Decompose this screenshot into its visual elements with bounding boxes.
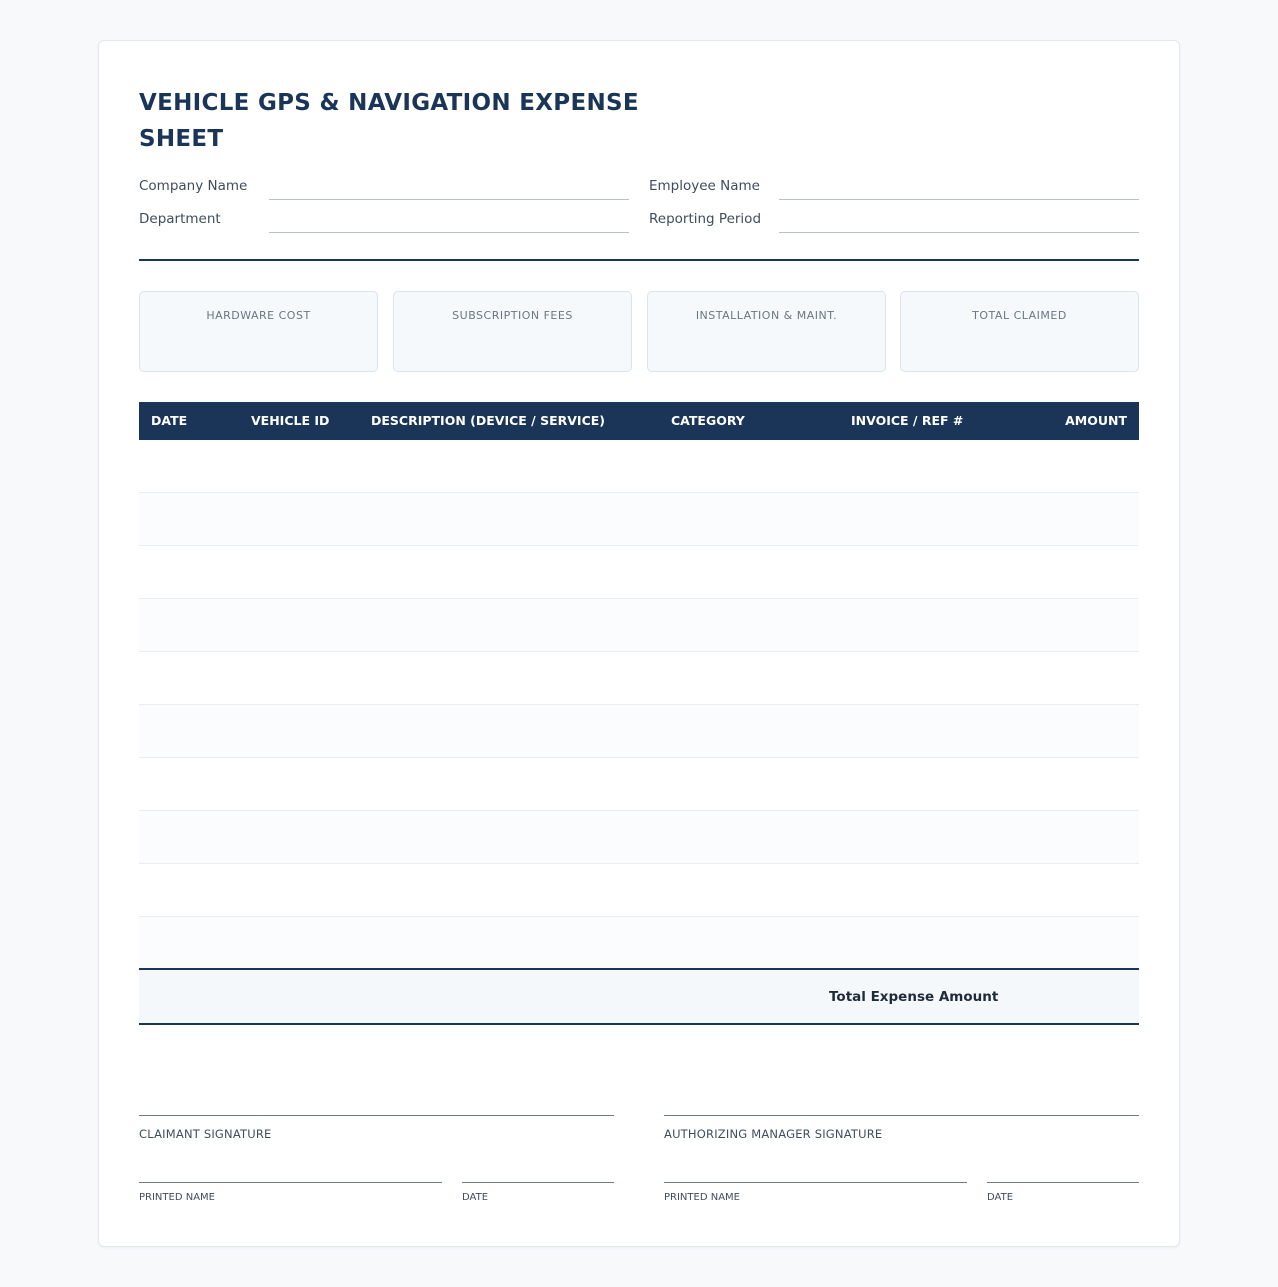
header-divider <box>139 259 1139 261</box>
reporting-period-label: Reporting Period <box>649 211 762 227</box>
department-label: Department <box>139 211 221 227</box>
table-row <box>139 493 1139 546</box>
company-name-field[interactable] <box>139 174 629 200</box>
column-header-description: DESCRIPTION (DEVICE / SERVICE) <box>371 413 605 428</box>
summary-card-label: SUBSCRIPTION FEES <box>452 309 573 322</box>
table-row <box>139 758 1139 811</box>
field-row-1 <box>139 174 1139 200</box>
employee-name-label: Employee Name <box>649 178 760 194</box>
table-header <box>139 402 1139 440</box>
manager-signature-label: AUTHORIZING MANAGER SIGNATURE <box>664 1127 883 1141</box>
company-name-label: Company Name <box>139 178 248 194</box>
manager-date-line[interactable] <box>987 1182 1139 1183</box>
summary-cards <box>139 291 1139 372</box>
table-row <box>139 440 1139 493</box>
column-header-amount: AMOUNT <box>1065 413 1127 428</box>
manager-signature-line[interactable] <box>664 1115 1139 1116</box>
department-field[interactable] <box>139 207 629 233</box>
summary-card-total <box>900 291 1139 372</box>
table-row <box>139 864 1139 917</box>
manager-printed-name-label: PRINTED NAME <box>664 1192 740 1203</box>
table-row <box>139 546 1139 599</box>
claimant-printed-name-label: PRINTED NAME <box>139 1192 215 1203</box>
manager-signature-block <box>664 1115 1139 1235</box>
table-row <box>139 599 1139 652</box>
field-row-2 <box>139 207 1139 233</box>
column-header-category: CATEGORY <box>671 413 745 428</box>
summary-card-subscription <box>393 291 632 372</box>
table-row <box>139 811 1139 864</box>
claimant-date-line[interactable] <box>462 1182 614 1183</box>
table-body <box>139 440 1139 970</box>
column-header-invoice-ref: INVOICE / REF # <box>851 413 964 428</box>
summary-card-hardware <box>139 291 378 372</box>
summary-card-label: HARDWARE COST <box>206 309 311 322</box>
expense-sheet <box>98 40 1180 1247</box>
manager-printed-name-line[interactable] <box>664 1182 967 1183</box>
department-input-line[interactable] <box>269 232 629 233</box>
summary-card-label: TOTAL CLAIMED <box>972 309 1067 322</box>
claimant-date-label: DATE <box>462 1192 489 1203</box>
page-title: VEHICLE GPS & NAVIGATION EXPENSE SHEET <box>139 90 639 152</box>
reporting-period-field[interactable] <box>649 207 1139 233</box>
expense-table <box>139 402 1139 1025</box>
employee-name-input-line[interactable] <box>779 199 1139 200</box>
claimant-signature-line[interactable] <box>139 1115 614 1116</box>
manager-date-label: DATE <box>987 1192 1014 1203</box>
total-row <box>139 970 1139 1025</box>
column-header-vehicle-id: VEHICLE ID <box>251 413 330 428</box>
column-header-date: DATE <box>151 413 188 428</box>
table-row <box>139 652 1139 705</box>
claimant-signature-label: CLAIMANT SIGNATURE <box>139 1127 272 1141</box>
total-expense-label: Total Expense Amount <box>829 989 999 1005</box>
employee-name-field[interactable] <box>649 174 1139 200</box>
claimant-printed-name-line[interactable] <box>139 1182 442 1183</box>
summary-card-label: INSTALLATION & MAINT. <box>695 309 838 322</box>
table-row <box>139 917 1139 970</box>
company-name-input-line[interactable] <box>269 199 629 200</box>
table-row <box>139 705 1139 758</box>
summary-card-installation <box>647 291 886 372</box>
claimant-signature-block <box>139 1115 614 1235</box>
reporting-period-input-line[interactable] <box>779 232 1139 233</box>
